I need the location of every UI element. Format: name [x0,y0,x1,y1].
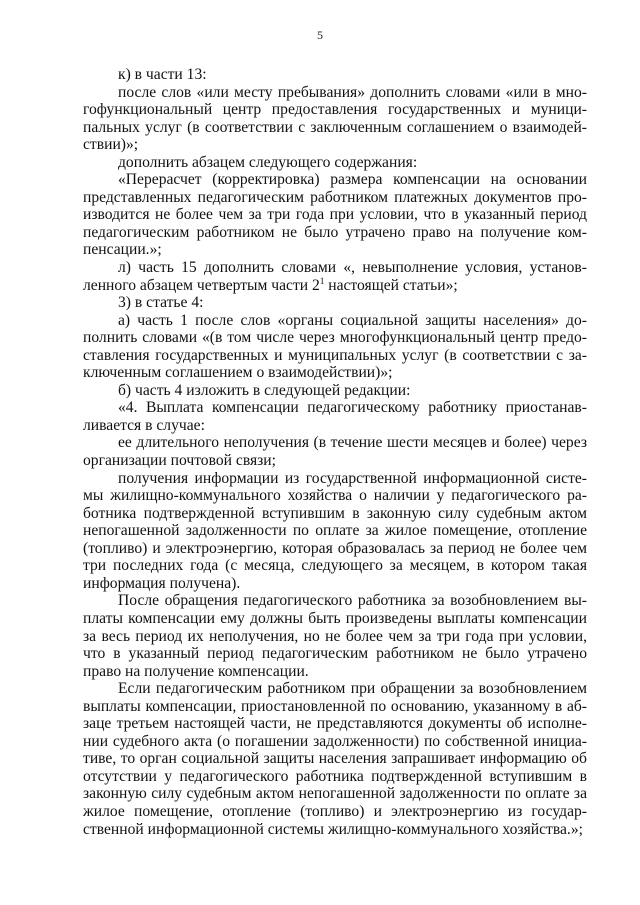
text-line: ствии)»; [83,136,139,154]
text-line: «4. Выплата компенсации педагогическому работнику приостанав- [118,399,587,417]
text-line: информация получена). [83,574,241,592]
paragraph-pererashet [83,171,587,259]
text-line: заце третьем настоящей части, не представляются документы об исполне- [83,715,587,733]
paragraph-4 [83,399,587,434]
text-line: тиве, то орган социальной защиты населения запрашивает информацию об [83,750,587,768]
text-line: ее длительного неполучения (в течение шести месяцев и более) через [118,434,587,452]
text-fragment: ленного абзацем четвертым части 2 [83,276,320,294]
text-line: получения информации из государственной информационной систе- [118,469,587,487]
paragraph-k [83,66,587,84]
paragraph-resume [83,592,587,680]
text-line: непогашенной задолженности по оплате за жилое помещение, отопление [83,522,587,540]
text-line: платы компенсации ему должны быть произведены выплаты компенсации [83,609,587,627]
text-line: три последних года (с месяца, следующего за месяцем, в котором такая [83,557,587,575]
text-line: к) в части 13: [118,66,207,83]
text-line: ливается в случае: [83,416,205,434]
paragraph-l [83,259,587,294]
text-line: законную силу судебным актом непогашенной задолженности по оплате за [83,785,587,803]
paragraph-b [83,382,587,400]
text-line: жилое помещение, отопление (топливо) и электроэнергию из государ- [83,802,587,820]
text-fragment: настоящей статьи»; [328,276,458,294]
text-line: «Перерасчет (корректировка) размера компенсации на основании [118,171,587,189]
page-number: 5 [317,28,323,42]
paragraph-if [83,680,587,838]
text-line: 3) в статье 4: [118,294,204,312]
text-line: ботника подтвержденной вступившим в законную силу судебным актом [83,504,587,522]
text-line: что в указанный период педагогическим работником не было утрачено [83,645,587,663]
text-line: представленных педагогическим работником платежных документов про- [83,188,587,206]
text-line: Если педагогическим работником при обращении за возобновлением [118,680,587,698]
text-line: ключенным соглашением о взаимодействии)»; [83,364,393,382]
text-line: изводится не более чем за три года при условии, что в указанный период [83,206,587,224]
text-line: педагогическим работником не было утрачено право на получение ком- [83,223,587,241]
paragraph-add-abzac [83,154,587,172]
paragraph-case-2 [83,470,587,593]
text-line: ственной информационной системы жилищно-коммунального хозяйства.»; [83,820,583,838]
text-line: за весь период их неполучения, но не более чем за три года при условии, [83,627,587,645]
text-line: дополнить абзацем следующего содержания: [118,153,418,171]
paragraph-3 [83,294,587,312]
text-line: полнить словами «(в том числе через многофункциональный центр предо- [83,329,587,347]
text-line: мы жилищно-коммунального хозяйства о наличии у педагогического ра- [83,487,587,505]
paragraph-k-amendment [83,84,587,154]
text-line: пальных услуг (в соответствии с заключенным соглашением о взаимодей- [83,118,587,136]
text-line: л) часть 15 дополнить словами «, невыполнение условия, установ- [118,259,587,277]
text-line-with-superscript [83,277,587,295]
text-line: отсутствии у педагогического работника подтвержденной вступившим в [83,767,587,785]
text-line: а) часть 1 после слов «органы социальной защиты населения» до- [118,311,587,329]
text-line: организации почтовой связи; [83,452,276,470]
superscript: 1 [319,275,325,286]
text-line: После обращения педагогического работника за возобновлением вы- [118,592,587,610]
text-line: ставления государственных и муниципальных услуг (в соответствии с за- [83,346,587,364]
text-line: (топливо) и электроэнергию, которая образовалась за период не более чем [83,539,587,557]
paragraph-case-1 [83,434,587,469]
text-line: выплаты компенсации, приостановленной по основанию, указанному в аб- [83,697,587,715]
text-line: нии судебного акта (о погашении задолженности) по собственной инициа- [83,732,587,750]
document-body [83,66,587,838]
text-line: после слов «или месту пребывания» дополнить словами «или в мно- [118,83,587,101]
text-line: пенсации.»; [83,241,162,259]
text-line: гофункциональный центр предоставления государственных и муници- [83,101,587,119]
text-line: б) часть 4 изложить в следующей редакции: [118,381,411,399]
paragraph-a [83,312,587,382]
text-line: право на получение компенсации. [83,662,309,680]
